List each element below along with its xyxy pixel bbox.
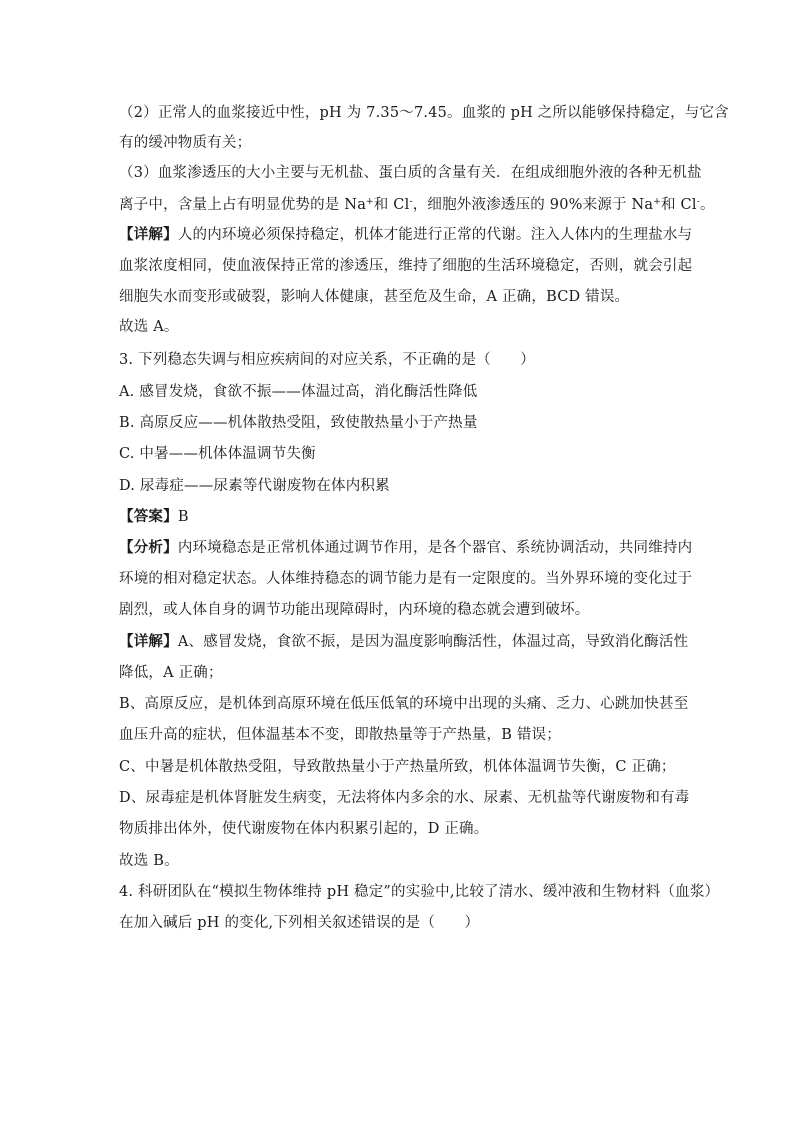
line-text: 环境的相对稳定状态。人体维持稳态的调节能力是有一定限度的。当外界环境的变化过于	[119, 571, 693, 587]
section-tag: 【分析】	[119, 539, 178, 556]
paragraph-line	[119, 819, 488, 839]
paragraph-line	[119, 103, 729, 123]
line-text: A、感冒发烧，食欲不振，是因为温度影响酶活性，体温过高，导致消化酶活性	[177, 634, 689, 650]
paragraph-line	[119, 663, 223, 683]
question-text: 3. 下列稳态失调与相应疾病间的对应关系，不正确的是（ ）	[119, 352, 535, 368]
question-text: 4. 科研团队在“模拟生物体维持 pH 稳定”的实验中,比较了清水、缓冲液和生物材料（血浆）	[119, 884, 720, 900]
question-line	[119, 882, 719, 902]
option-line	[119, 382, 477, 402]
paragraph-line	[119, 133, 251, 153]
question-line	[119, 350, 535, 370]
line-text: 剧烈，或人体自身的调节功能出现障碍时，内环境的稳态就会遭到破坏。	[119, 602, 590, 618]
line-text: 有的缓冲物质有关；	[119, 135, 252, 151]
paragraph-line	[119, 788, 689, 808]
line-text: 故选 B。	[119, 853, 179, 869]
paragraph-line	[119, 225, 692, 245]
option-text: A. 感冒发烧，食欲不振——体温过高，消化酶活性降低	[119, 384, 478, 400]
answer-line	[119, 507, 189, 527]
option-line	[119, 476, 390, 496]
superscript: -	[696, 197, 700, 207]
line-text: 离子中，含量上占有明显优势的是 Na	[119, 197, 367, 213]
line-text: ，细胞外液渗透压的 90%来源于 Na	[412, 197, 654, 213]
superscript: +	[653, 197, 662, 207]
line-text: C、中暑是机体散热受阻，导致散热量小于产热量所致，机体体温调节失衡，C 正确；	[119, 759, 676, 775]
section-tag: 【答案】	[119, 508, 178, 525]
option-line	[119, 444, 316, 464]
paragraph-line	[119, 851, 179, 871]
option-text: B. 高原反应——机体散热受阻，致使散热量小于产热量	[119, 415, 478, 431]
line-text: 内环境稳态是正常机体通过调节作用，是各个器官、系统协调活动，共同维持内	[177, 540, 693, 556]
line-text: B、高原反应，是机体到高原环境在低压低氧的环境中出现的头痛、乏力、心跳加快甚至	[119, 696, 689, 712]
option-line	[119, 413, 478, 433]
paragraph-line	[119, 757, 676, 777]
line-text: 降低，A 正确；	[119, 665, 223, 681]
paragraph-line	[119, 569, 692, 589]
question-text: 在加入碱后 pH 的变化,下列相关叙述错误的是（ ）	[119, 915, 480, 931]
answer-text: B	[177, 509, 189, 525]
paragraph-line	[119, 317, 179, 337]
paragraph-line	[119, 694, 688, 714]
paragraph-line	[119, 600, 589, 620]
line-text: 血压升高的症状，但体温基本不变，即散热量等于产热量，B 错误；	[119, 727, 561, 743]
line-text: 。	[699, 197, 715, 213]
line-text: 血浆浓度相同，使血液保持正常的渗透压，维持了细胞的生活环境稳定，否则，就会引起	[119, 258, 693, 274]
paragraph-line	[119, 195, 715, 215]
paragraph-line	[119, 725, 561, 745]
line-text: D、尿毒症是机体肾脏发生病变，无法将体内多余的水、尿素、无机盐等代谢废物和有毒	[119, 790, 690, 806]
line-text: 人的内环境必须保持稳定，机体才能进行正常的代谢。注入人体内的生理盐水与	[177, 227, 693, 243]
line-text: 物质排出体外，使代谢废物在体内积累引起的，D 正确。	[119, 821, 489, 837]
paragraph-line	[119, 632, 688, 652]
option-text: C. 中暑——机体体温调节失衡	[119, 446, 316, 462]
line-text: 故选 A。	[119, 319, 179, 335]
line-text: 和 Cl	[373, 197, 410, 213]
option-text: D. 尿毒症——尿素等代谢废物在体内积累	[119, 478, 390, 494]
line-text: （2）正常人的血浆接近中性，pH 为 7.35～7.45。血浆的 pH 之所以能够保持稳定，与它含	[119, 105, 729, 121]
paragraph-line	[119, 287, 629, 307]
line-text: 细胞失水而变形或破裂，影响人体健康，甚至危及生命，A 正确，BCD 错误。	[119, 289, 630, 305]
paragraph-line	[119, 256, 692, 276]
superscript: -	[409, 197, 413, 207]
paragraph-line	[119, 163, 702, 183]
paragraph-line	[119, 538, 692, 558]
line-text: 和 Cl	[661, 197, 697, 213]
line-text: （3）血浆渗透压的大小主要与无机盐、蛋白质的含量有关．在组成细胞外液的各种无机盐	[119, 165, 702, 181]
question-line	[119, 913, 479, 933]
superscript: +	[366, 197, 374, 207]
section-tag: 【详解】	[119, 633, 178, 650]
section-tag: 【详解】	[119, 226, 178, 243]
